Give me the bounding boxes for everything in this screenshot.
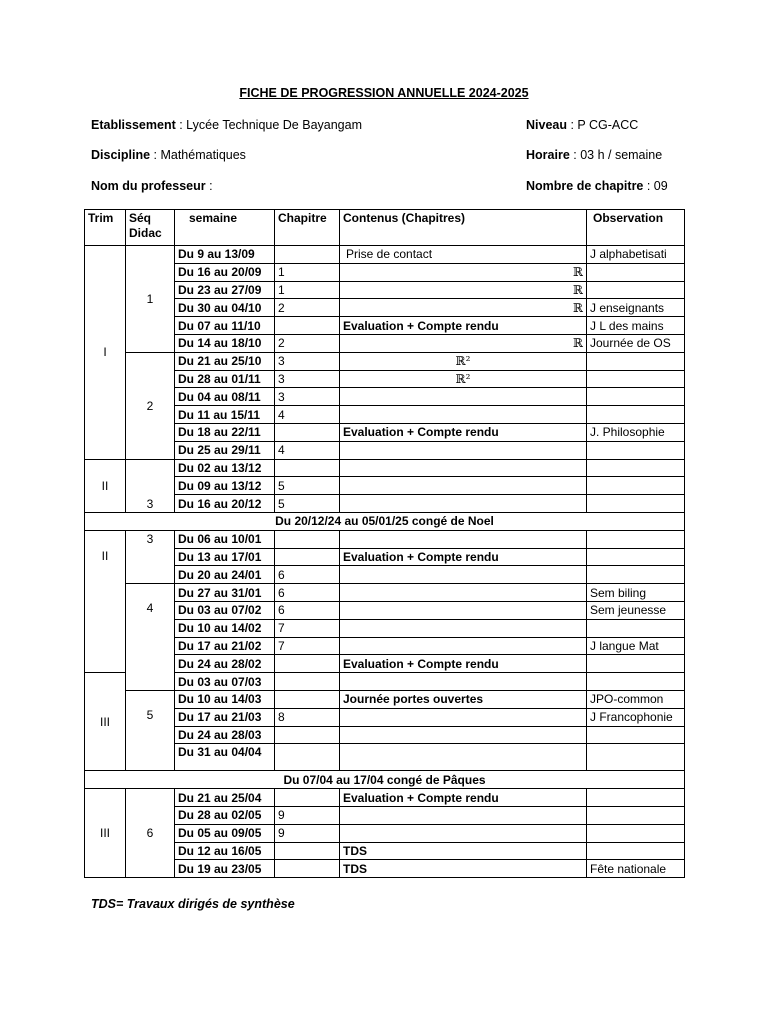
contenu-cell [340, 406, 587, 424]
semaine-cell: Du 03 au 07/03 [175, 673, 275, 691]
contenu-cell: Journée portes ouvertes [340, 690, 587, 708]
niveau-value: : P CG-ACC [567, 118, 639, 132]
contenu-cell: Evaluation + Compte rendu [340, 423, 587, 441]
chapitre-cell [275, 317, 340, 335]
chapitre-cell: 6 [275, 566, 340, 584]
chapitre-cell [275, 860, 340, 878]
chapitre-cell [275, 842, 340, 860]
observation-cell [587, 673, 685, 691]
trim-cell-2b: II [85, 530, 126, 672]
chapitre-cell: 7 [275, 619, 340, 637]
chapitre-cell [275, 655, 340, 673]
semaine-cell: Du 17 au 21/03 [175, 708, 275, 726]
horaire-line [526, 148, 662, 162]
contenu-cell: ℝ² [340, 352, 587, 370]
contenu-cell [340, 637, 587, 655]
table-row [85, 388, 685, 406]
contenu-cell [340, 530, 587, 548]
chapitre-cell: 1 [275, 281, 340, 299]
semaine-cell: Du 9 au 13/09 [175, 246, 275, 264]
chapitre-cell: 5 [275, 477, 340, 495]
observation-cell: J Francophonie [587, 708, 685, 726]
break-row-noel [85, 512, 685, 530]
semaine-cell: Du 10 au 14/02 [175, 619, 275, 637]
observation-cell [587, 726, 685, 744]
table-row [85, 824, 685, 842]
chapitre-cell [275, 530, 340, 548]
observation-cell [587, 352, 685, 370]
observation-cell [587, 530, 685, 548]
contenu-cell [340, 806, 587, 824]
niveau-label: Niveau [526, 118, 567, 132]
nombre-chapitre-line [526, 179, 668, 193]
observation-cell: J alphabetisati [587, 246, 685, 264]
chapitre-cell: 6 [275, 584, 340, 602]
table-row [85, 352, 685, 370]
semaine-cell: Du 14 au 18/10 [175, 334, 275, 352]
chapitre-cell: 3 [275, 352, 340, 370]
contenu-cell: Evaluation + Compte rendu [340, 317, 587, 335]
nombre-chapitre-label: Nombre de chapitre [526, 179, 644, 193]
contenu-cell [340, 388, 587, 406]
professeur-value: : [205, 179, 213, 193]
contenu-cell: ℝ² [340, 370, 587, 388]
contenu-cell: Evaluation + Compte rendu [340, 789, 587, 807]
semaine-cell: Du 16 au 20/12 [175, 495, 275, 513]
header-trim: Trim [85, 210, 126, 246]
semaine-cell: Du 25 au 29/11 [175, 441, 275, 459]
observation-cell: Sem biling [587, 584, 685, 602]
seq-cell-3a: 3 [126, 459, 175, 512]
observation-cell [587, 619, 685, 637]
table-row [85, 263, 685, 281]
semaine-cell: Du 20 au 24/01 [175, 566, 275, 584]
semaine-cell: Du 30 au 04/10 [175, 299, 275, 317]
chapitre-cell: 4 [275, 406, 340, 424]
header-chapitre: Chapitre [275, 210, 340, 246]
table-row [85, 584, 685, 602]
observation-cell [587, 263, 685, 281]
niveau-line [526, 118, 638, 132]
observation-cell: Fête nationale [587, 860, 685, 878]
table-row [85, 299, 685, 317]
seq-cell-3b: 3 [126, 530, 175, 583]
observation-cell [587, 388, 685, 406]
chapitre-cell [275, 459, 340, 477]
table-row [85, 690, 685, 708]
chapitre-cell [275, 548, 340, 566]
semaine-cell: Du 21 au 25/10 [175, 352, 275, 370]
seq-cell-5: 5 [126, 690, 175, 770]
seq-cell-4: 4 [126, 584, 175, 691]
contenu-cell: TDS [340, 860, 587, 878]
semaine-cell: Du 19 au 23/05 [175, 860, 275, 878]
contenu-cell [340, 566, 587, 584]
table-row [85, 619, 685, 637]
semaine-cell: Du 28 au 01/11 [175, 370, 275, 388]
chapitre-cell [275, 673, 340, 691]
table-row [85, 566, 685, 584]
chapitre-cell: 4 [275, 441, 340, 459]
seq-cell-2: 2 [126, 352, 175, 459]
contenu-cell [340, 708, 587, 726]
break-noel-text: Du 20/12/24 au 05/01/25 congé de Noel [85, 512, 685, 530]
observation-cell: J langue Mat [587, 637, 685, 655]
observation-cell [587, 842, 685, 860]
trim-cell-2a: II [85, 459, 126, 512]
table-row [85, 370, 685, 388]
contenu-cell [340, 459, 587, 477]
chapitre-cell: 5 [275, 495, 340, 513]
chapitre-cell [275, 690, 340, 708]
contenu-cell: Evaluation + Compte rendu [340, 548, 587, 566]
trim-cell-3b: III [85, 789, 126, 878]
contenu-cell [340, 601, 587, 619]
chapitre-cell: 3 [275, 388, 340, 406]
table-row [85, 601, 685, 619]
semaine-cell: Du 06 au 10/01 [175, 530, 275, 548]
chapitre-cell: 9 [275, 806, 340, 824]
contenu-cell [340, 477, 587, 495]
semaine-cell: Du 24 au 28/03 [175, 726, 275, 744]
semaine-cell: Du 02 au 13/12 [175, 459, 275, 477]
etablissement-label: Etablissement [91, 118, 176, 132]
semaine-cell: Du 12 au 16/05 [175, 842, 275, 860]
observation-cell [587, 789, 685, 807]
observation-cell: Sem jeunesse [587, 601, 685, 619]
observation-cell [587, 548, 685, 566]
table-row [85, 726, 685, 744]
contenu-cell [340, 619, 587, 637]
chapitre-cell [275, 789, 340, 807]
observation-cell [587, 744, 685, 771]
observation-cell: J. Philosophie [587, 423, 685, 441]
contenu-cell [340, 744, 587, 771]
progression-table [84, 209, 685, 878]
table-row [85, 423, 685, 441]
table-row [85, 317, 685, 335]
break-row-paques [85, 771, 685, 789]
discipline-line [91, 148, 246, 162]
table-row [85, 842, 685, 860]
observation-cell [587, 806, 685, 824]
chapitre-cell: 1 [275, 263, 340, 281]
observation-cell: JPO-common [587, 690, 685, 708]
professeur-line [91, 179, 213, 193]
header-contenus: Contenus (Chapitres) [340, 210, 587, 246]
trim-cell-3a: III [85, 673, 126, 771]
chapitre-cell: 3 [275, 370, 340, 388]
table-row [85, 789, 685, 807]
contenu-cell: ℝ [340, 299, 587, 317]
chapitre-cell [275, 744, 340, 771]
contenu-cell [340, 495, 587, 513]
observation-cell [587, 281, 685, 299]
observation-cell: Journée de OS [587, 334, 685, 352]
table-row [85, 281, 685, 299]
observation-cell [587, 495, 685, 513]
chapitre-cell: 7 [275, 637, 340, 655]
table-row [85, 495, 685, 513]
semaine-cell: Du 28 au 02/05 [175, 806, 275, 824]
contenu-cell [340, 726, 587, 744]
observation-cell [587, 441, 685, 459]
table-row [85, 459, 685, 477]
semaine-cell: Du 17 au 21/02 [175, 637, 275, 655]
semaine-cell: Du 11 au 15/11 [175, 406, 275, 424]
header-seq-didac: Séq Didac [126, 210, 175, 246]
horaire-label: Horaire [526, 148, 570, 162]
chapitre-cell [275, 246, 340, 264]
semaine-cell: Du 23 au 27/09 [175, 281, 275, 299]
contenu-cell [340, 441, 587, 459]
etablissement-value: : Lycée Technique De Bayangam [175, 118, 362, 132]
title-text: FICHE DE PROGRESSION ANNUELLE 2024-2025 [239, 86, 529, 100]
chapitre-cell: 9 [275, 824, 340, 842]
table-row [85, 673, 685, 691]
table-row [85, 548, 685, 566]
chapitre-cell [275, 423, 340, 441]
observation-cell [587, 370, 685, 388]
chapitre-cell: 2 [275, 299, 340, 317]
footnote-tds: TDS= Travaux dirigés de synthèse [91, 897, 295, 911]
contenu-cell: ℝ [340, 263, 587, 281]
observation-cell: J enseignants [587, 299, 685, 317]
semaine-cell: Du 03 au 07/02 [175, 601, 275, 619]
table-row [85, 708, 685, 726]
header-observation: Observation [587, 210, 685, 246]
contenu-cell: ℝ [340, 334, 587, 352]
observation-cell [587, 459, 685, 477]
table-row [85, 477, 685, 495]
semaine-cell: Du 18 au 22/11 [175, 423, 275, 441]
observation-cell [587, 824, 685, 842]
table-row [85, 334, 685, 352]
contenu-cell [340, 584, 587, 602]
semaine-cell: Du 05 au 09/05 [175, 824, 275, 842]
chapitre-cell: 6 [275, 601, 340, 619]
professeur-label: Nom du professeur [91, 179, 206, 193]
semaine-cell: Du 13 au 17/01 [175, 548, 275, 566]
table-row [85, 806, 685, 824]
semaine-cell: Du 31 au 04/04 [175, 744, 275, 771]
semaine-cell: Du 27 au 31/01 [175, 584, 275, 602]
table-row [85, 744, 685, 771]
semaine-cell: Du 09 au 13/12 [175, 477, 275, 495]
contenu-cell: Evaluation + Compte rendu [340, 655, 587, 673]
contenu-cell: TDS [340, 842, 587, 860]
observation-cell [587, 655, 685, 673]
horaire-value: : 03 h / semaine [569, 148, 663, 162]
page-title [0, 86, 768, 100]
table-row [85, 637, 685, 655]
observation-cell [587, 566, 685, 584]
semaine-cell: Du 21 au 25/04 [175, 789, 275, 807]
etablissement-line [91, 118, 362, 132]
table-row [85, 406, 685, 424]
trim-cell-1: I [85, 246, 126, 460]
table-header-row [85, 210, 685, 246]
discipline-value: : Mathématiques [150, 148, 246, 162]
semaine-cell: Du 07 au 11/10 [175, 317, 275, 335]
chapitre-cell: 8 [275, 708, 340, 726]
break-paques-text: Du 07/04 au 17/04 congé de Pâques [85, 771, 685, 789]
table-row [85, 860, 685, 878]
semaine-cell: Du 16 au 20/09 [175, 263, 275, 281]
table-row [85, 246, 685, 264]
contenu-cell: ℝ [340, 281, 587, 299]
observation-cell: J L des mains [587, 317, 685, 335]
contenu-cell [340, 673, 587, 691]
semaine-cell: Du 24 au 28/02 [175, 655, 275, 673]
chapitre-cell: 2 [275, 334, 340, 352]
chapitre-cell [275, 726, 340, 744]
seq-cell-1: 1 [126, 246, 175, 353]
contenu-cell [340, 824, 587, 842]
seq-cell-6: 6 [126, 789, 175, 878]
table-row [85, 655, 685, 673]
table-row [85, 530, 685, 548]
semaine-cell: Du 10 au 14/03 [175, 690, 275, 708]
header-semaine: semaine [175, 210, 275, 246]
table-row [85, 441, 685, 459]
observation-cell [587, 477, 685, 495]
semaine-cell: Du 04 au 08/11 [175, 388, 275, 406]
observation-cell [587, 406, 685, 424]
contenu-cell: Prise de contact [340, 246, 587, 264]
discipline-label: Discipline [91, 148, 151, 162]
nombre-chapitre-value: : 09 [643, 179, 668, 193]
